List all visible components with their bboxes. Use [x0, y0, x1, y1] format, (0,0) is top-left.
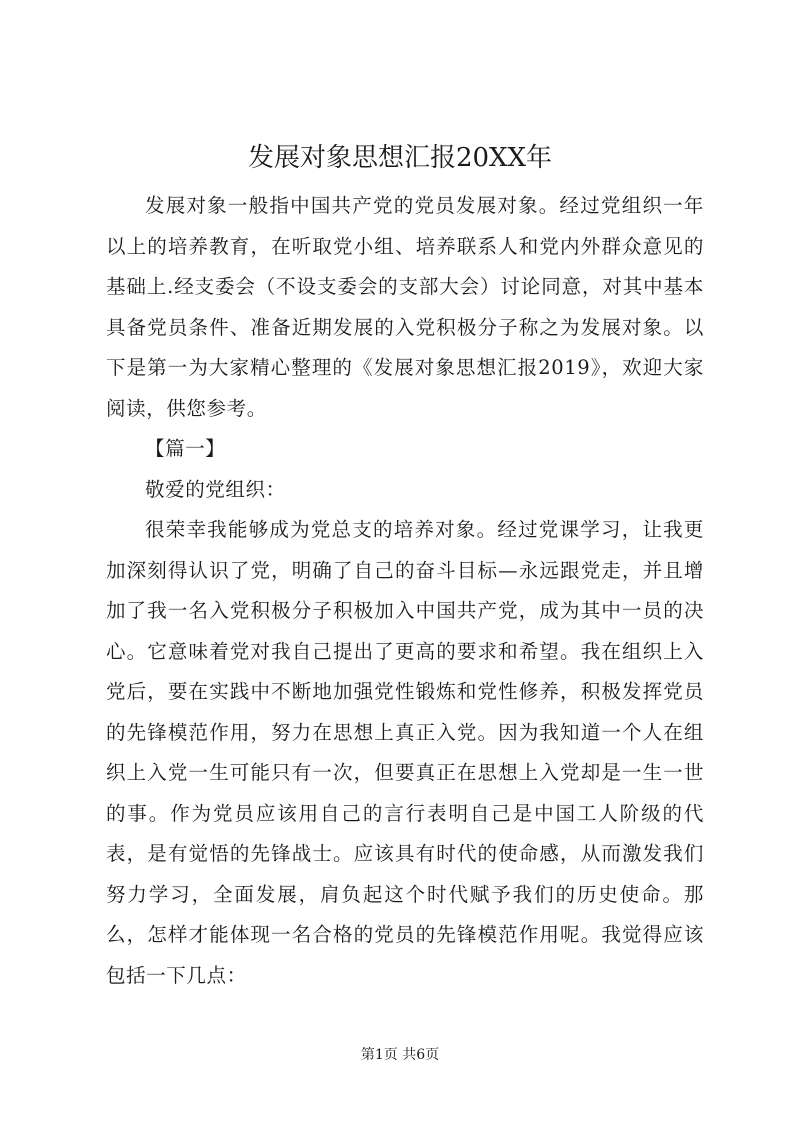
document-body — [106, 186, 704, 996]
body-paragraph: 很荣幸我能够成为党总支的培养对象。经过党课学习，让我更加深刻得认识了党，明确了自己的奋斗目标—永远跟党走，并且增加了我一名入党积极分子积极加入中国共产党，成为其中一员的决心。它意味着党对我自己提出了更高的要求和希望。我在组织上入党后，要在实践中不断地加强党性锻炼和党性修养，积极发挥党员的先锋模范作用，努力在思想上真正入党。因为我知道一个人在组织上入党一生可能只有一次，但要真正在思想上入党却是一生一世的事。作为党员应该用自己的言行表明自己是中国工人阶级的代表，是有觉悟的先锋战士。应该具有时代的使命感，从而激发我们努力学习，全面发展，肩负起这个时代赋予我们的历史使命。那么，怎样才能体现一名合格的党员的先锋模范作用呢。我觉得应该包括一下几点： — [106, 518, 704, 987]
intro-paragraph: 发展对象一般指中国共产党的党员发展对象。经过党组织一年以上的培养教育，在听取党小组、培养联系人和党内外群众意见的基础上.经支委会（不设支委会的支部大会）讨论同意，对其中基本具备党员条件、准备近期发展的入党积极分子称之为发展对象。以下是第一为大家精心整理的《发展对象思想汇报2019》，欢迎大家阅读，供您参考。 — [106, 194, 704, 420]
document-title: 发展对象思想汇报20XX年 — [247, 143, 553, 173]
section-heading: 【篇一】 — [145, 437, 226, 460]
page-footer: 第1页 共6页 — [360, 1047, 440, 1063]
salutation: 敬爱的党组织： — [145, 477, 286, 501]
